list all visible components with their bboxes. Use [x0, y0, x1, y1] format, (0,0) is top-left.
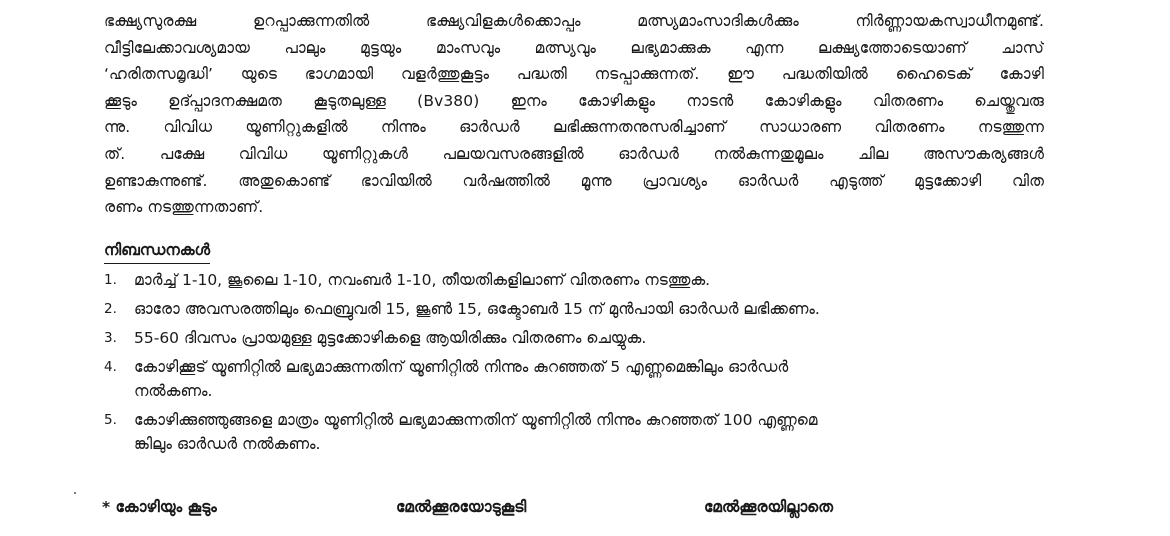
- list-item-number: 3.: [104, 330, 117, 346]
- list-item: [104, 355, 1064, 403]
- list-item: [104, 408, 1064, 456]
- list-item-number: 2.: [104, 301, 117, 317]
- option-header-with-roof: മേൽക്കൂരയോടുകൂടി: [396, 498, 527, 516]
- option-header-hen-and-cage: * കോഴിയും കൂടും: [102, 498, 217, 516]
- intro-line: ത്. പക്ഷേ വിവിധ യൂണിറ്റുകൾ പലയവസരങ്ങളിൽ ഓർഡർ നൽകുന്നതുമൂലം ചില അസൗകര്യങ്ങൾ: [104, 144, 1044, 163]
- list-item-text: കോഴിക്കുഞ്ഞുങ്ങളെ മാത്രം യൂണിറ്റിൽ ലഭ്യമാക്കുന്നതിന് യൂണിറ്റിൽ നിന്നും കുറഞ്ഞത് 100 എണ്ണമെ: [134, 411, 818, 429]
- intro-line: ഭക്ഷ്യസുരക്ഷ ഉറപ്പാക്കുന്നതിൽ ഭക്ഷ്യവിളകൾക്കൊപ്പം മത്സ്യമാംസാദികൾക്കും നിർണ്ണായകസ്വാധീനമുണ്ട്.: [104, 12, 1044, 30]
- list-item: [104, 268, 1064, 292]
- list-item-text: കോഴിക്കൂട് യൂണിറ്റിൽ ലഭ്യമാക്കുന്നതിന് യൂണിറ്റിൽ നിന്നും കുറഞ്ഞത് 5 എണ്ണമെങ്കിലും ഓർഡർ: [134, 358, 789, 376]
- list-item-text: 55-60 ദിവസം പ്രായമുള്ള മുട്ടക്കോഴികളെ ആയിരിക്കും വിതരണം ചെയ്യുക.: [134, 329, 647, 347]
- intro-line: ‘ഹരിതസമൃദ്ധി’ യുടെ ഭാഗമായി വളർത്തുകൂട്ടം പദ്ധതി നടപ്പാക്കുന്നത്. ഈ പദ്ധതിയിൽ ഹൈടെക് കോഴി: [104, 65, 1044, 84]
- list-item: [104, 326, 1064, 350]
- intro-paragraph: [104, 8, 1044, 221]
- option-header-without-roof: മേൽക്കൂരയില്ലാതെ: [704, 498, 834, 516]
- intro-line: വീട്ടിലേക്കാവശ്യമായ പാലും മുട്ടയും മാംസവും മത്സ്യവും ലഭ്യമാക്കുക എന്ന ലക്ഷ്യത്തോടെയാണ് ചാസ്: [104, 38, 1044, 57]
- list-item-text: ഓരോ അവസരത്തിലും ഫെബ്രുവരി 15, ജൂൺ 15, ഒക്ടോബർ 15 ന് മുൻപായി ഓർഡർ ലഭിക്കണം.: [134, 300, 820, 318]
- conditions-list: [104, 268, 1064, 461]
- list-item-text: നൽകണം.: [134, 382, 213, 400]
- scan-speck: [74, 492, 76, 494]
- intro-line: ഉണ്ടാകുന്നുണ്ട്. അതുകൊണ്ട് ഭാവിയിൽ വർഷത്തിൽ മൂന്നു പ്രാവശ്യം ഓർഡർ എടുത്ത് മുട്ടക്കോഴി വിത: [104, 171, 1044, 190]
- conditions-heading: നിബന്ധനകൾ: [104, 238, 210, 264]
- option-header-row: [0, 498, 1170, 526]
- intro-line: രണം നടത്തുന്നതാണ്.: [104, 198, 264, 217]
- list-item-number: 5.: [104, 412, 117, 428]
- list-item-text: ങ്കിലും ഓർഡർ നൽകണം.: [134, 435, 321, 453]
- list-item: [104, 297, 1064, 321]
- intro-line: ന്നു. വിവിധ യൂണിറ്റുകളിൽ നിന്നും ഓർഡർ ലഭിക്കുന്നതനുസരിച്ചാണ് സാധാരണ വിതരണം നടത്തുന്ന: [104, 118, 1044, 137]
- list-item-number: 1.: [104, 272, 117, 288]
- list-item-number: 4.: [104, 359, 117, 375]
- list-item-text: മാർച്ച് 1-10, ജൂലൈ 1-10, നവംബർ 1-10, തീയതികളിലാണ് വിതരണം നടത്തുക.: [134, 271, 711, 289]
- intro-line: ക്കൂടും ഉദ്പ്പാദനക്ഷമത കൂടുതലുള്ള (Bv380) ഇനം കോഴികളും നാടൻ കോഴികളും വിതരണം ചെയ്തുവരു: [104, 91, 1044, 110]
